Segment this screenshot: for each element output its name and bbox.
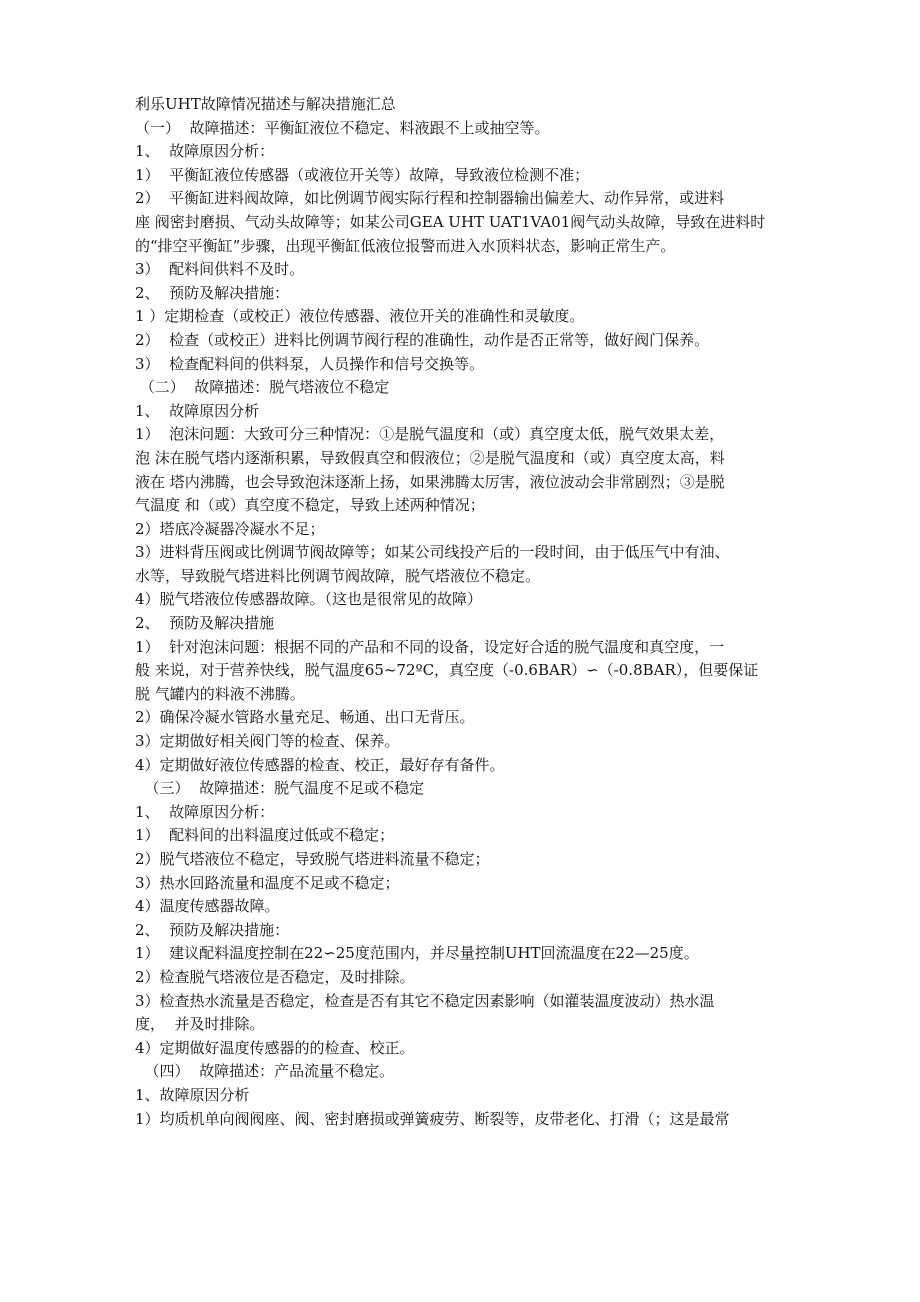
text-line: 3）热水回路流量和温度不足或不稳定； bbox=[135, 873, 400, 892]
section-heading-2: （二） 故障描述：脱气塔液位不稳定 bbox=[135, 378, 390, 397]
text-line: 4）定期做好液位传感器的检查、校正，最好存有备件。 bbox=[135, 755, 505, 774]
text-line: 1）均质机单向阀阀座、阀、密封磨损或弹簧疲劳、断裂等，皮带老化、打滑（；这是最常 bbox=[135, 1109, 730, 1128]
text-line: 3）检查热水流量是否稳定，检查是否有其它不稳定因素影响（如灌装温度波动）热水温 bbox=[135, 991, 715, 1010]
text-line: 1 ）定期检查（或校正）液位传感器、液位开关的准确性和灵敏度。 bbox=[135, 307, 585, 326]
text-line: 1） 泡沫问题：大致可分三种情况：①是脱气温度和（或）真空度太低，脱气效果太差， bbox=[135, 425, 725, 444]
text-line: 液在 塔内沸腾，也会导致泡沫逐渐上扬，如果沸腾太厉害，液位波动会非常剧烈；③是脱 bbox=[135, 472, 725, 491]
text-line: 3） 检查配料间的供料泵，人员操作和信号交换等。 bbox=[135, 354, 485, 373]
text-line: 座 阀密封磨损、气动头故障等；如某公司GEA UHT UAT1VA01阀气动头故障，导致在进料时 bbox=[135, 212, 766, 231]
section-heading-1: （一） 故障描述：平衡缸液位不稳定、料液跟不上或抽空等。 bbox=[135, 118, 550, 137]
text-line: 4）温度传感器故障。 bbox=[135, 897, 280, 916]
text-line: 2）塔底冷凝器冷凝水不足； bbox=[135, 519, 325, 538]
subheading-prevention: 2、 预防及解决措施： bbox=[135, 920, 290, 939]
text-line: 4）脱气塔液位传感器故障。（这也是很常见的故障） bbox=[135, 590, 483, 609]
text-line: 2）脱气塔液位不稳定，导致脱气塔进料流量不稳定； bbox=[135, 850, 490, 868]
section-heading-4: （四） 故障描述：产品流量不稳定。 bbox=[135, 1062, 395, 1081]
text-line: 2）检查脱气塔液位是否稳定，及时排除。 bbox=[135, 967, 415, 986]
section-heading-3: （三） 故障描述：脱气温度不足或不稳定 bbox=[135, 779, 425, 798]
document-title: 利乐UHT故障情况描述与解决措施汇总 bbox=[135, 95, 396, 113]
text-line: 1） 配料间的出料温度过低或不稳定； bbox=[135, 826, 395, 845]
text-line: 水等，导致脱气塔进料比例调节阀故障，脱气塔液位不稳定。 bbox=[135, 566, 541, 585]
text-line: 2） 检查（或校正）进料比例调节阀行程的准确性，动作是否正常等，做好阀门保养。 bbox=[135, 330, 710, 349]
text-line: 3） 配料间供料不及时。 bbox=[135, 260, 305, 279]
text-line: 的“排空平衡缸”步骤，出现平衡缸低液位报警而进入水顶料状态，影响正常生产。 bbox=[135, 236, 676, 255]
text-line: 3）定期做好相关阀门等的检查、保养。 bbox=[135, 732, 400, 751]
text-line: 气温度 和（或）真空度不稳定，导致上述两种情况； bbox=[135, 496, 485, 515]
text-line: 脱 气罐内的料液不沸腾。 bbox=[135, 684, 305, 703]
text-line: 3）进料背压阀或比例调节阀故障等；如某公司线投产后的一段时间，由于低压气中有油、 bbox=[135, 543, 730, 562]
text-line: 泡 沫在脱气塔内逐渐积累，导致假真空和假液位；②是脱气温度和（或）真空度太高，料 bbox=[135, 448, 725, 467]
text-line: 4）定期做好温度传感器的的检查、校正。 bbox=[135, 1038, 415, 1057]
text-line: 2） 平衡缸进料阀故障，如比例调节阀实际行程和控制器输出偏差大、动作异常，或进料 bbox=[135, 189, 725, 208]
subheading-prevention: 2、 预防及解决措施 bbox=[135, 614, 275, 633]
text-line: 般 来说，对于营养快线，脱气温度65~72ºC，真空度（-0.6BAR）∽（-0.8BAR），但要保证 bbox=[135, 661, 759, 680]
subheading-cause-analysis: 1、 故障原因分析： bbox=[135, 142, 275, 161]
text-line: 1） 建议配料温度控制在22∽25度范围内，并尽量控制UHT回流温度在22—25度。 bbox=[135, 944, 699, 963]
document-page bbox=[135, 93, 800, 1131]
text-line: 度， 并及时排除。 bbox=[135, 1015, 265, 1034]
text-line: 2）确保冷凝水管路水量充足、畅通、出口无背压。 bbox=[135, 708, 475, 727]
subheading-prevention: 2、 预防及解决措施： bbox=[135, 283, 290, 302]
subheading-cause-analysis: 1、 故障原因分析： bbox=[135, 802, 275, 821]
text-line: 1） 平衡缸液位传感器（或液位开关等）故障，导致液位检测不准； bbox=[135, 165, 590, 184]
text-line: 1） 针对泡沫问题：根据不同的产品和不同的设备，设定好合适的脱气温度和真空度，一 bbox=[135, 637, 725, 656]
subheading-cause-analysis: 1、故障原因分析 bbox=[135, 1085, 250, 1104]
subheading-cause-analysis: 1、 故障原因分析 bbox=[135, 401, 260, 420]
